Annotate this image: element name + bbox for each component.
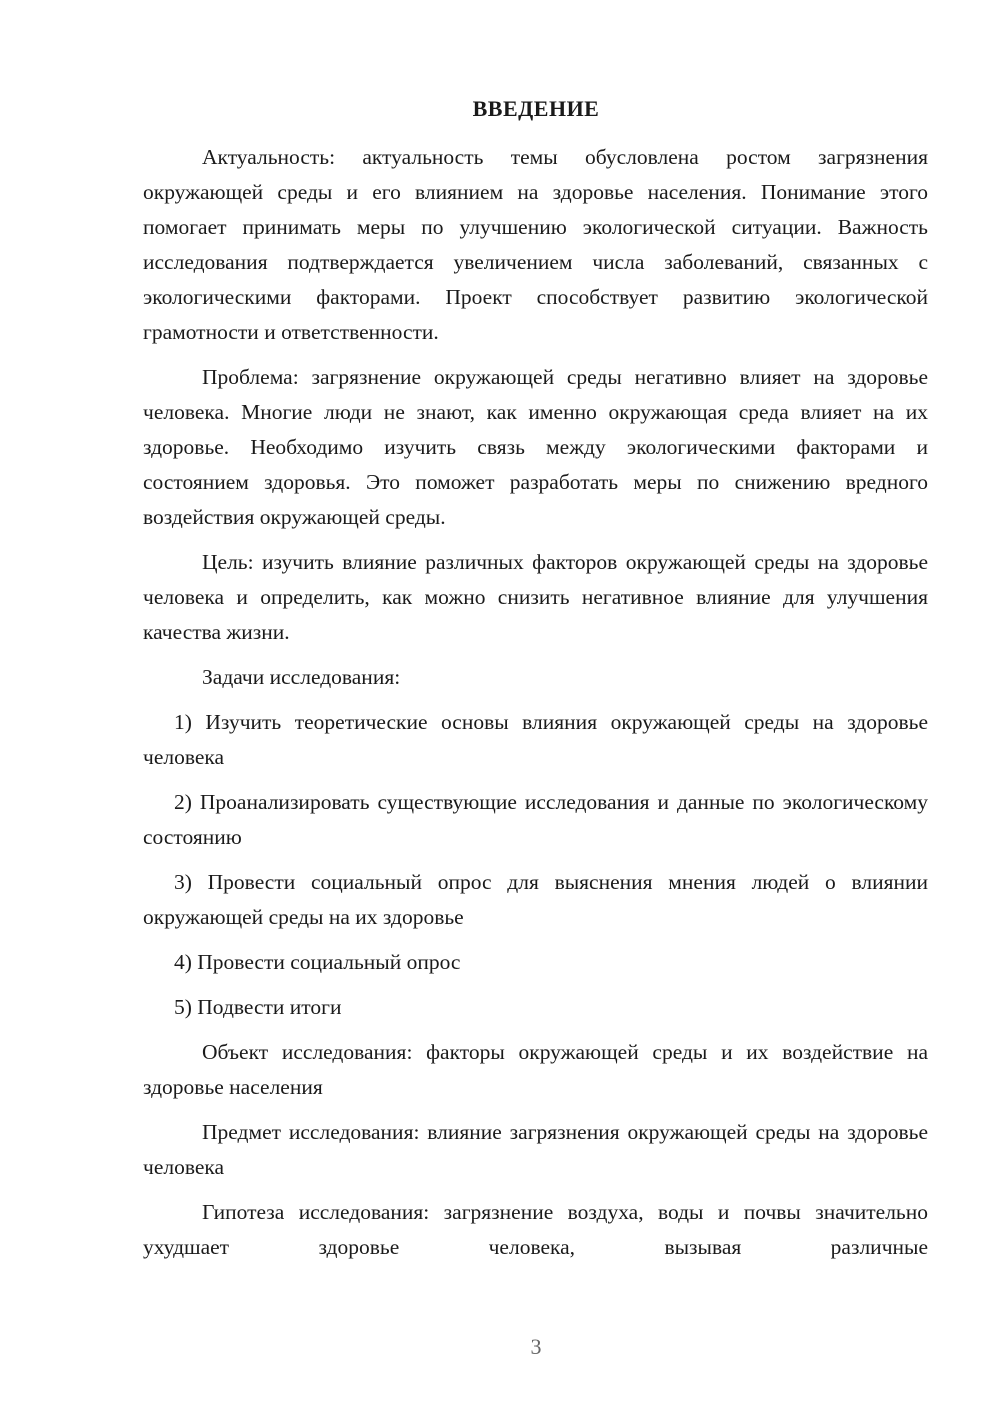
paragraph-problem: Проблема: загрязнение окружающей среды негативно влияет на здоровье человека. Многие люди не знают, как именно окружающая среда влияет на их здоровье. Необходимо изучить связь между экологическими факторами и состоянием здоровья. Это поможет разработать меры по снижению вредного воздействия окружающей среды. [143, 365, 928, 529]
task-item-2: 2) Проанализировать существующие исследования и данные по экологическому состоянию [143, 790, 928, 849]
task-item-4: 4) Провести социальный опрос [174, 950, 461, 974]
paragraph-subject: Предмет исследования: влияние загрязнения окружающей среды на здоровье человека [143, 1120, 928, 1179]
task-item-5: 5) Подвести итоги [174, 995, 342, 1019]
paragraph-hypothesis: Гипотеза исследования: загрязнение воздуха, воды и почвы значительно ухудшает здоровье человека, вызывая различные [143, 1200, 928, 1259]
task-item-1: 1) Изучить теоретические основы влияния окружающей среды на здоровье человека [143, 710, 928, 769]
paragraph-goal: Цель: изучить влияние различных факторов окружающей среды на здоровье человека и определить, как можно снизить негативное влияние для улучшения качества жизни. [143, 550, 928, 644]
paragraph-tasks-title: Задачи исследования: [202, 665, 401, 689]
task-item-3: 3) Провести социальный опрос для выяснения мнения людей о влиянии окружающей среды на их здоровье [143, 870, 928, 929]
paragraph-relevance: Актуальность: актуальность темы обусловлена ростом загрязнения окружающей среды и его влиянием на здоровье населения. Понимание этого помогает принимать меры по улучшению экологической ситуации. Важность исследования подтверждается увеличением числа заболеваний, связанных с экологическими факторами. Проект способствует развитию экологической грамотности и ответственности. [143, 145, 928, 344]
document-heading: ВВЕДЕНИЕ [472, 96, 600, 121]
document-body [143, 140, 928, 1275]
paragraph-object: Объект исследования: факторы окружающей среды и их воздействие на здоровье населения [143, 1040, 928, 1099]
page-number: 3 [530, 1334, 542, 1359]
